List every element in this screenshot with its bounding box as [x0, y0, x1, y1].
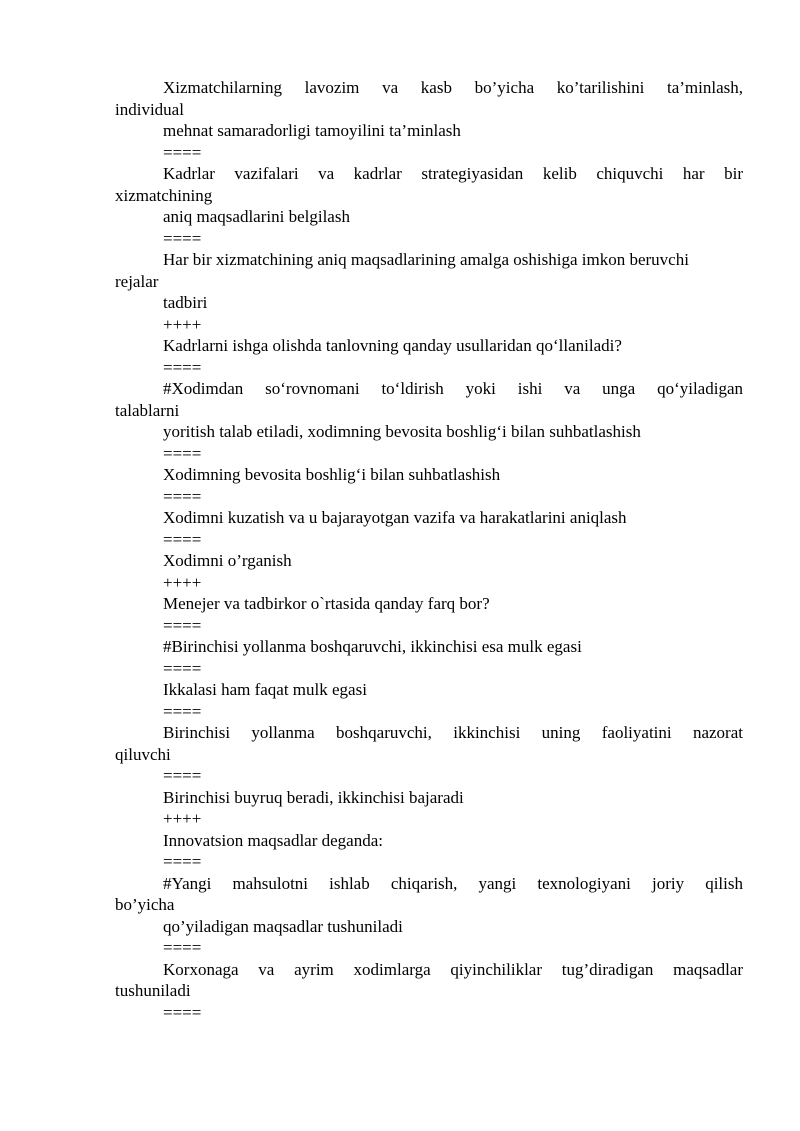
answer-separator: ====: [163, 1002, 202, 1022]
text-line: bo’yicha: [115, 895, 175, 914]
text-line: #Yangi mahsulotni ishlab chiqarish, yangi texnologiyani joriy qilish: [163, 873, 743, 893]
text-line: Innovatsion maqsadlar deganda:: [163, 830, 383, 850]
text-line: xizmatchining: [115, 185, 213, 205]
text-line: Har bir xizmatchining aniq maqsadlarining amalga oshishiga imkon beruvchi: [163, 250, 689, 269]
answer-separator: ====: [163, 701, 202, 721]
text-line: rejalar: [115, 271, 159, 291]
text-line: Xodimni o’rganish: [163, 551, 292, 570]
text-line: Xizmatchilarning lavozim va kasb bo’yicha ko’tarilishini ta’minlash,: [163, 78, 743, 97]
text-line: Kadrlar vazifalari va kadrlar strategiyasidan kelib chiquvchi har bir: [163, 164, 743, 183]
text-line: qo’yiladigan maqsadlar tushuniladi: [163, 916, 403, 936]
answer-separator: ====: [163, 486, 202, 506]
answer-separator: ====: [163, 529, 202, 549]
text-line: Korxonaga va ayrim xodimlarga qiyinchiliklar tug’diradigan maqsadlar: [163, 959, 743, 979]
answer-separator: ====: [163, 658, 202, 678]
answer-separator: ====: [163, 852, 202, 871]
text-line: Menejer va tadbirkor o`rtasida qanday farq bor?: [163, 594, 490, 613]
document-body: [115, 77, 743, 1023]
answer-separator: ====: [163, 766, 202, 785]
answer-separator: ====: [163, 443, 202, 463]
text-line: Kadrlarni ishga olishda tanlovning qanday usullaridan qo‘llaniladi?: [163, 336, 622, 355]
text-line: Birinchisi buyruq beradi, ikkinchisi bajaradi: [163, 787, 464, 807]
question-separator: ++++: [163, 572, 202, 592]
text-line: qiluvchi: [115, 744, 171, 764]
text-line: Xodimning bevosita boshlig‘i bilan suhbatlashish: [163, 465, 501, 484]
text-line: talablarni: [115, 400, 180, 420]
question-separator: ++++: [163, 314, 202, 334]
text-line: mehnat samaradorligi tamoyilini ta’minlash: [163, 121, 461, 140]
text-line: tushuniladi: [115, 981, 191, 1000]
answer-separator: ====: [163, 938, 202, 957]
answer-separator: ====: [163, 357, 202, 377]
answer-separator: ====: [163, 615, 202, 635]
question-separator: ++++: [163, 809, 202, 828]
text-line: Birinchisi yollanma boshqaruvchi, ikkinchisi uning faoliyatini nazorat: [163, 723, 743, 742]
text-line: individual: [115, 99, 184, 119]
answer-separator: ====: [163, 142, 202, 162]
text-line: Xodimni kuzatish va u bajarayotgan vazifa va harakatlarini aniqlash: [163, 508, 627, 527]
text-line: Ikkalasi ham faqat mulk egasi: [163, 680, 367, 699]
answer-separator: ====: [163, 228, 202, 248]
text-line: aniq maqsadlarini belgilash: [163, 207, 350, 226]
text-line: #Birinchisi yollanma boshqaruvchi, ikkinchisi esa mulk egasi: [163, 637, 582, 656]
text-line: #Xodimdan so‘rovnomani to‘ldirish yoki ishi va unga qo‘yiladigan: [163, 379, 743, 398]
text-line: tadbiri: [163, 293, 208, 312]
text-line: yoritish talab etiladi, xodimning bevosita boshlig‘i bilan suhbatlashish: [163, 422, 641, 441]
